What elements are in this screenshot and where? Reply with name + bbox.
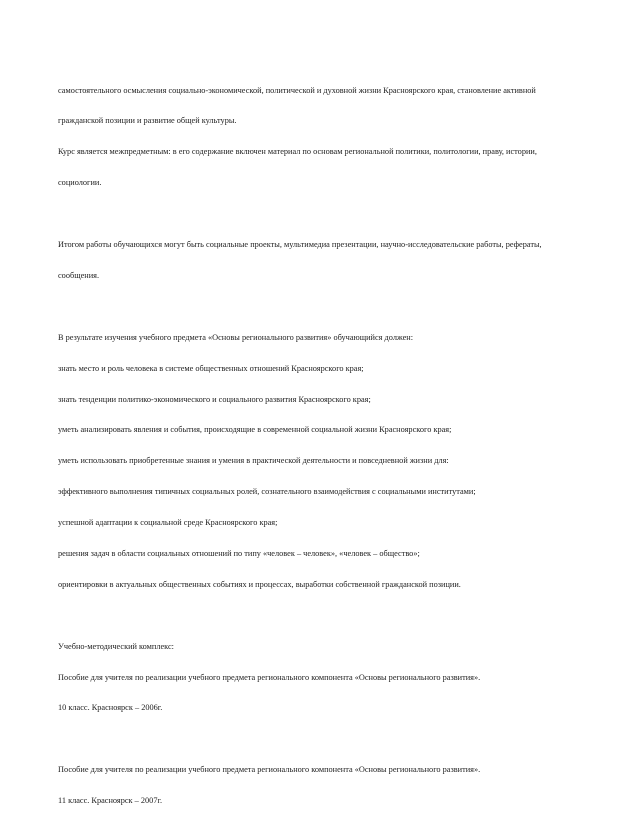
text-line: самостоятельного осмысления социально-экономической, политической и духовной жизни Красноярского края, становление активной: [58, 85, 536, 95]
text-line: социологии.: [58, 178, 102, 188]
text-line: гражданской позиции и развитие общей культуры.: [58, 116, 237, 126]
text-line: решения задач в области социальных отношений по типу «человек – человек», «человек – общество»;: [58, 548, 420, 558]
text-line: 11 класс. Красноярск – 2007г.: [58, 796, 163, 806]
paragraph-spacer: [58, 209, 584, 219]
course-goal-paragraph: [58, 65, 584, 209]
text-line: эффективного выполнения типичных социальных ролей, сознательного взаимодействия с социальными институтами;: [58, 487, 476, 497]
text-line: уметь использовать приобретенные знания и умения в практической деятельности и повседневной жизни для:: [58, 456, 449, 466]
text-line: 10 класс. Красноярск – 2006г.: [58, 703, 163, 713]
learning-outcomes-paragraph: [58, 312, 584, 611]
text-line: знать место и роль человека в системе общественных отношений Красноярского края;: [58, 363, 364, 373]
document-page: [58, 65, 584, 827]
text-line: уметь анализировать явления и события, происходящие в современной социальной жизни Красноярского края;: [58, 425, 452, 435]
work-results-paragraph: [58, 219, 584, 301]
text-line: успешной адаптации к социальной среде Красноярского края;: [58, 518, 278, 528]
text-line: Учебно-методический комплекс:: [58, 641, 174, 651]
teacher-manual-paragraph: [58, 745, 584, 827]
paragraph-spacer: [58, 611, 584, 621]
text-line: Пособие для учителя по реализации учебного предмета регионального компонента «Основы регионального развития».: [58, 765, 481, 775]
text-line: ориентировки в актуальных общественных событиях и процессах, выработки собственной гражданской позиции.: [58, 579, 461, 589]
text-line: В результате изучения учебного предмета «Основы регионального развития» обучающийся должен:: [58, 332, 414, 342]
paragraph-spacer: [58, 734, 584, 744]
text-line: Итогом работы обучающихся могут быть социальные проекты, мультимедиа презентации, научно-исследовательские работы, рефераты,: [58, 240, 542, 250]
methodical-complex-paragraph: [58, 621, 584, 734]
paragraph-spacer: [58, 302, 584, 312]
text-line: Курс является межпредметным: в его содержание включен материал по основам региональной политики, политологии, праву, истории,: [58, 147, 537, 157]
text-line: сообщения.: [58, 270, 100, 280]
text-line: Пособие для учителя по реализации учебного предмета регионального компонента «Основы регионального развития».: [58, 672, 481, 682]
text-line: знать тенденции политико-экономического и социального развития Красноярского края;: [58, 394, 371, 404]
